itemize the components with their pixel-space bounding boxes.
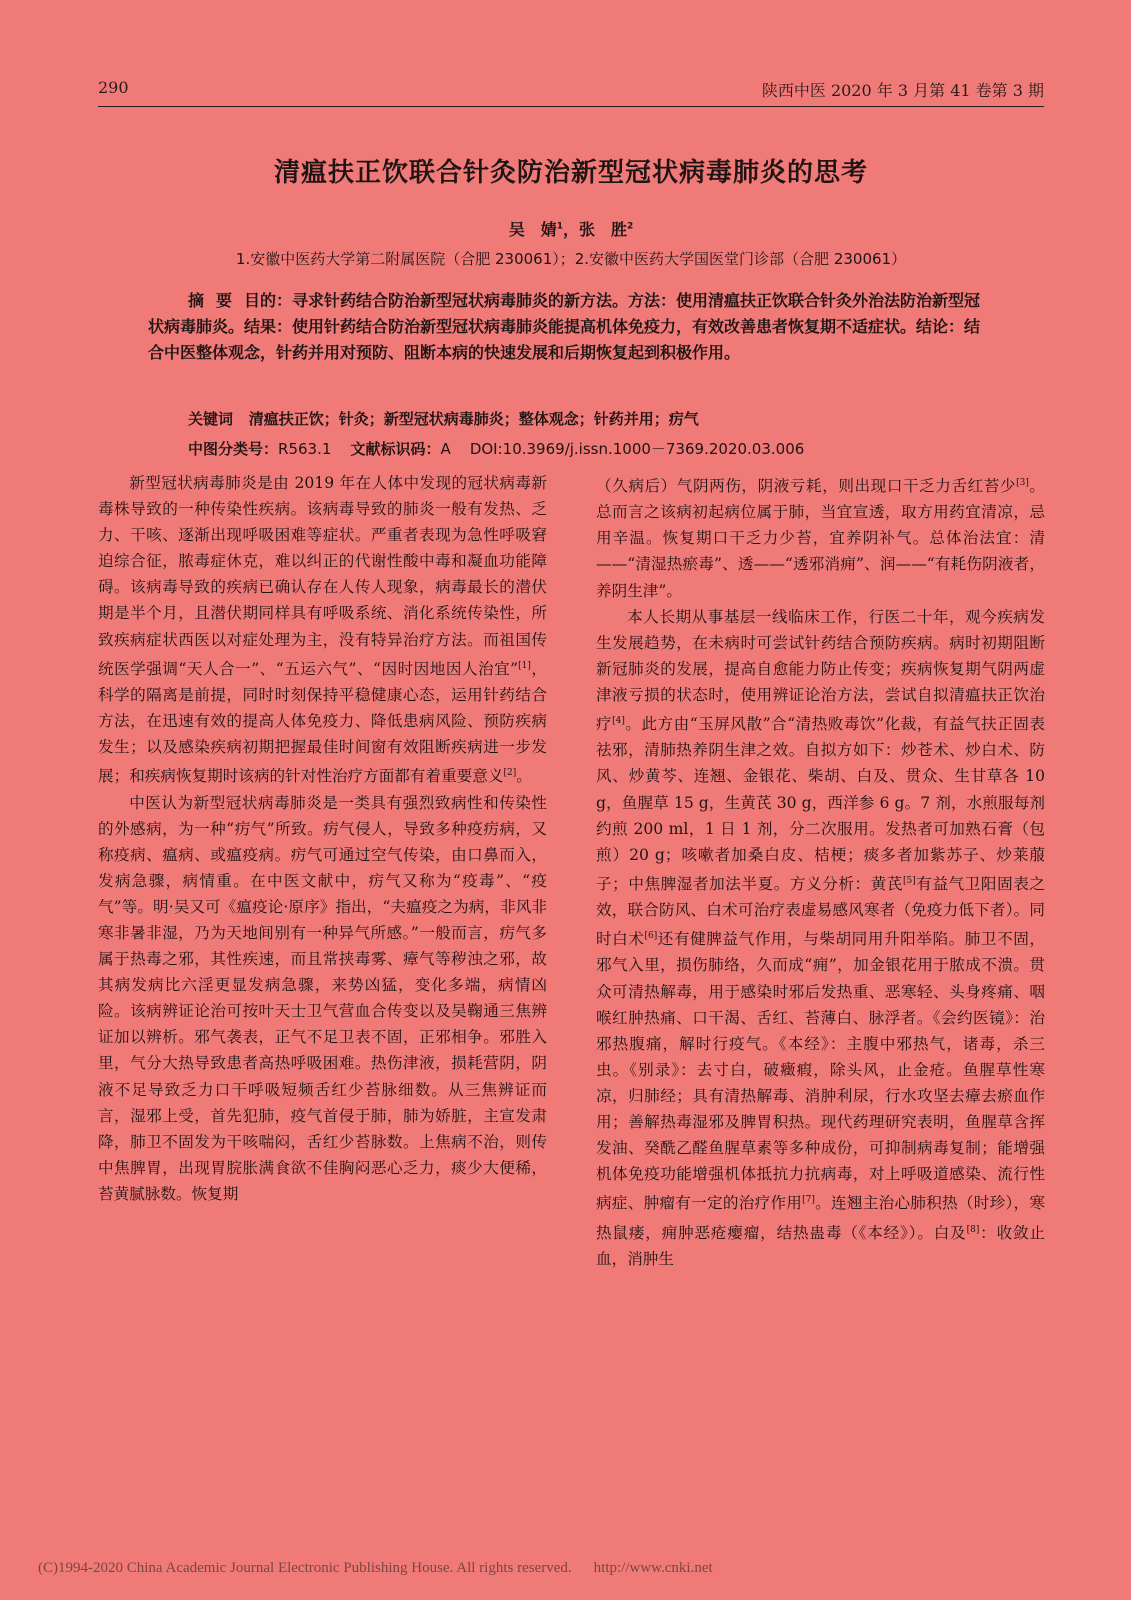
paragraph-text: 还有健脾益气作用，与柴胡同用升阳举陷。肺卫不固，邪气入里，损伤肺络，久而成“痈”，加金银花用于脓成不溃。贯众可清热解毒，用于感染时邪后发热重、恶寒轻、头身疼痛、咽喉红肿热痛、口干渴、舌红、苔薄白、脉浮者。《会约医镜》：治邪热腹痛，解时行疫气。《本经》：主腹中邪热气，诸毒，杀三虫。《别录》：去寸白，破癥瘕，除头风，止金疮。鱼腥草性寒凉，归肺经；具有清热解毒、消肿利尿，行水攻坚去瘴去瘀血作用；善解热毒湿邪及脾胃积热。现代药理研究表明，鱼腥草含挥发油、癸酰乙醛鱼腥草素等多种成份，可抑制病毒复制；能增强机体免疫功能增强机体抵抗力抗病毒，对上呼吸道感染、流行性病症、肿瘤有一定的治疗作用 bbox=[596, 930, 1045, 1213]
body-column-right bbox=[596, 470, 1045, 1272]
paragraph-text: ，科学的隔离是前提，同时时刻保持平稳健康心态，运用针药结合方法，在迅速有效的提高人体免疫力、降低患病风险、预防疾病发生；以及感染疾病初期把握最佳时间窗有效阻断疾病进一步发展；和疾病恢复期时该病的针对性治疗方面都有着重要意义 bbox=[98, 659, 547, 786]
paragraph bbox=[596, 604, 1045, 1272]
citation: [3] bbox=[1016, 478, 1029, 488]
copyright-footer bbox=[38, 1560, 1098, 1577]
cnki-link[interactable]: http://www.cnki.net bbox=[593, 1560, 713, 1576]
paragraph-text: 有益气卫阳固表之效，联合防风、白术可治疗表虚易感风寒者（免疫力低下者）。同时白术 bbox=[596, 874, 1045, 949]
paragraph-text: 。 bbox=[516, 767, 532, 786]
abstract bbox=[148, 288, 994, 366]
classification-line bbox=[188, 438, 998, 459]
citation: [6] bbox=[644, 931, 658, 942]
citation: [2] bbox=[503, 768, 517, 779]
keywords-label: 关键词 bbox=[188, 410, 234, 428]
paragraph-text: ：收敛止血，消肿生 bbox=[596, 1223, 1045, 1268]
keywords bbox=[188, 408, 998, 429]
journal-issue: 陕西中医 2020 年 3 月第 41 卷第 3 期 bbox=[761, 81, 1044, 100]
citation: [8] bbox=[966, 1224, 980, 1235]
keywords-text: 清瘟扶正饮；针灸；新型冠状病毒肺炎；整体观念；针药并用；疠气 bbox=[248, 410, 699, 428]
doi: DOI:10.3969/j.issn.1000－7369.2020.03.006 bbox=[469, 440, 805, 458]
page-number: 290 bbox=[98, 78, 129, 97]
author-name: 吴 婧 bbox=[508, 220, 557, 239]
clc-label: 中图分类号： bbox=[188, 440, 279, 458]
paragraph-text: 新型冠状病毒肺炎是由 2019 年在人体中发现的冠状病毒新毒株导致的一种传染性疾病。该病毒导致的肺炎一般有发热、乏力、干咳、逐渐出现呼吸困难等症状。严重者表现为急性呼吸窘迫综合征，脓毒症休克，难以纠正的代谢性酸中毒和凝血功能障碍。该病毒导致的疾病已确认存在人传人现象，病毒最长的潜伏期是半个月，且潜伏期同样具有呼吸系统、消化系统传染性，所致疾病症状西医以对症处理为主，没有特异治疗方法。而祖国传统医学强调“天人合一”、“五运六气”、“因时因地因人治宜” bbox=[98, 474, 547, 678]
running-head bbox=[98, 78, 1044, 100]
paragraph-text: 。此方由“玉屏风散”合“清热败毒饮”化裁，有益气扶正固表祛邪，清肺热养阴生津之效。自拟方如下：炒苍术、炒白术、防风、炒黄芩、连翘、金银花、柴胡、白及、贯众、生甘草各 10 g，鱼腥草 15 g，生黄芪 30 g，西洋参 6 g。7 剂，水煎服每剂约煎 200 ml，1 日 1 剂，分二次服用。发热者可加熟石膏（包煎）20 g；咳嗽者加桑白皮、桔梗；痰多者加紫苏子、炒莱菔子；中焦脾湿者加法半夏。方义分析：黄芪 bbox=[596, 715, 1045, 893]
abstract-label: 摘要 bbox=[188, 291, 245, 310]
author-line bbox=[98, 217, 1044, 240]
citation: [1] bbox=[518, 660, 531, 671]
author-name: ，张 胜 bbox=[563, 220, 628, 239]
paragraph-text: 本人长期从事基层一线临床工作，行医二十年，观今疾病发生发展趋势，在未病时可尝试针药结合预防疾病。病时初期阻断新冠肺炎的发展，提高自愈能力防止传变；疾病恢复期气阴两虚津液亏损的状态时，使用辨证论治方法，尝试自拟清瘟扶正饮治疗 bbox=[596, 607, 1045, 734]
citation: [5] bbox=[902, 875, 916, 886]
header-rule bbox=[98, 106, 1044, 107]
paragraph-text: 。总而言之该病初起病位属于肺，当宜宣透，取方用药宜清凉，忌用辛温。恢复期口干乏力少苔，宜养阴补气。总体治法宜：清——“清湿热瘀毒”、透——“透邪消痈”、润——“有耗伤阴液者，养阴生津”。 bbox=[596, 477, 1045, 600]
citation: [7] bbox=[802, 1195, 815, 1206]
paragraph-text: 。连翘主治心肺积热（时珍），寒热鼠瘘，痈肿恶疮瘿瘤，结热蛊毒（《本经》）。白及 bbox=[596, 1194, 1045, 1242]
paragraph bbox=[98, 790, 547, 1208]
author-affil-sup: 1 bbox=[556, 221, 563, 232]
copyright-text: (C)1994-2020 China Academic Journal Electronic Publishing House. All rights reserved. bbox=[38, 1560, 572, 1576]
author-affil-sup: 2 bbox=[627, 221, 634, 232]
doc-code-label: 文献标识码： bbox=[350, 440, 441, 458]
paragraph bbox=[596, 470, 1045, 604]
abstract-text: 目的：寻求针药结合防治新型冠状病毒肺炎的新方法。方法：使用清瘟扶正饮联合针灸外治法防治新型冠状病毒肺炎。结果：使用针药结合防治新型冠状病毒肺炎能提高机体免疫力，有效改善患者恢复期不适症状。结论：结合中医整体观念，针药并用对预防、阻断本病的快速发展和后期恢复起到积极作用。 bbox=[148, 291, 981, 362]
citation: [4] bbox=[612, 716, 625, 727]
doc-code: A bbox=[440, 440, 451, 458]
article-title: 清瘟扶正饮联合针灸防治新型冠状病毒肺炎的思考 bbox=[273, 158, 868, 188]
body-column-left bbox=[98, 470, 547, 1207]
affiliation: 1.安徽中医药大学第二附属医院（合肥 230061）；2.安徽中医药大学国医堂门诊部（合肥 230061） bbox=[235, 250, 907, 268]
paragraph bbox=[98, 470, 547, 790]
paragraph-text: 中医认为新型冠状病毒肺炎是一类具有强烈致病性和传染性的外感病，为一种“疠气”所致。疠气侵人，导致多种疫疠病，又称疫病、瘟病、或瘟疫病。疠气可通过空气传染，由口鼻而入，发病急骤，病情重。在中医文献中，疠气又称为“疫毒”、“疫气”等。明·吴又可《瘟疫论·原序》指出，“夫瘟疫之为病，非风非寒非暑非湿，乃为天地间别有一种异气所感。”一般而言，疠气多属于热毒之邪，其性疾速，而且常挟毒雾、瘴气等秽浊之邪，故其病发病比六淫更显发病急骤，来势凶猛，变化多端，病情凶险。该病辨证论治可按叶天士卫气营血合传变以及吴鞠通三焦辨证加以辨析。邪气袭表，正气不足卫表不固，正邪相争。邪胜入里，气分大热导致患者高热呼吸困难。热伤津液，损耗营阴，阴液不足导致乏力口干呼吸短频舌红少苔脉细数。从三焦辨证而言，湿邪上受，首先犯肺，疫气首侵于肺，肺为娇脏，主宣发肃降，肺卫不固发为干咳喘闷，舌红少苔脉数。上焦病不治，则传中焦脾胃，出现胃脘胀满食欲不佳胸闷恶心乏力，痰少大便稀，苔黄腻脉数。恢复期 bbox=[98, 793, 547, 1203]
clc-code: R563.1 bbox=[278, 440, 332, 458]
paragraph-text: （久病后）气阴两伤，阴液亏耗，则出现口干乏力舌红苔少 bbox=[596, 477, 1017, 496]
